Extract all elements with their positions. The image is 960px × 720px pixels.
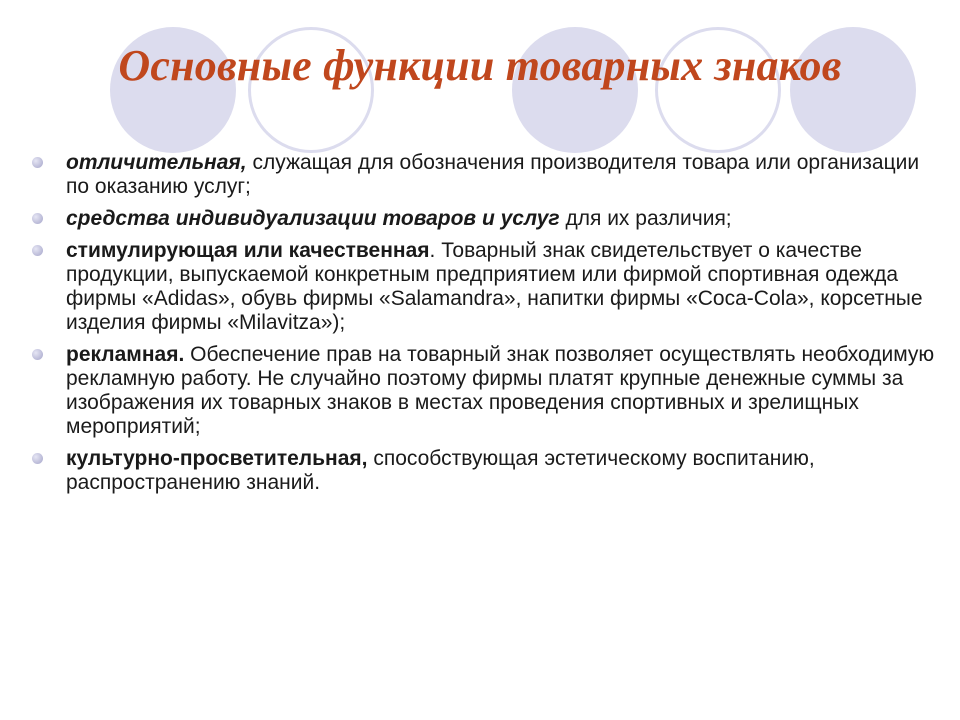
bullet-item-cultural xyxy=(32,447,937,495)
bullet-item-individualization xyxy=(32,207,937,231)
bullet-term: средства индивидуализации товаров и услуг xyxy=(66,207,560,230)
bullet-dot-icon xyxy=(32,453,43,464)
bullet-dot-icon xyxy=(32,157,43,168)
bullet-term: отличительная, xyxy=(66,151,247,174)
bullet-text: . Товарный знак свидетельствует о качестве продукции, выпускаемой конкретным предприятием или фирмой спортивная одежда фирмы «Adidas», обувь фирмы «Salamandra», напитки фирмы «Coca-Cola», корсетные изделия фирмы «Milavitza»); xyxy=(66,239,923,334)
bullet-item-stimulating xyxy=(32,239,937,335)
bullet-text: Обеспечение прав на товарный знак позволяет осуществлять необходимую рекламную работу. Не случайно поэтому фирмы платят крупные денежные суммы за изображения их товарных знаков в местах проведения спортивных и зрелищных мероприятий; xyxy=(66,343,935,438)
bullet-text: для их различия; xyxy=(559,207,732,230)
bullet-dot-icon xyxy=(32,245,43,256)
bullet-text: способствующая эстетическому воспитанию, распространению знаний. xyxy=(66,447,815,494)
slide-title: Основные функции товарных знаков xyxy=(118,41,842,90)
bullet-dot-icon xyxy=(32,213,43,224)
bullet-term: стимулирующая или качественная xyxy=(66,239,430,262)
bullet-item-advertising xyxy=(32,343,937,439)
bullet-item-distinctive xyxy=(32,151,937,199)
bullet-text: служащая для обозначения производителя товара или организации по оказанию услуг; xyxy=(66,151,920,198)
bullet-term: культурно-просветительная, xyxy=(66,447,368,470)
bullet-list xyxy=(32,151,937,503)
bullet-dot-icon xyxy=(32,349,43,360)
bullet-term: рекламная. xyxy=(66,343,185,366)
